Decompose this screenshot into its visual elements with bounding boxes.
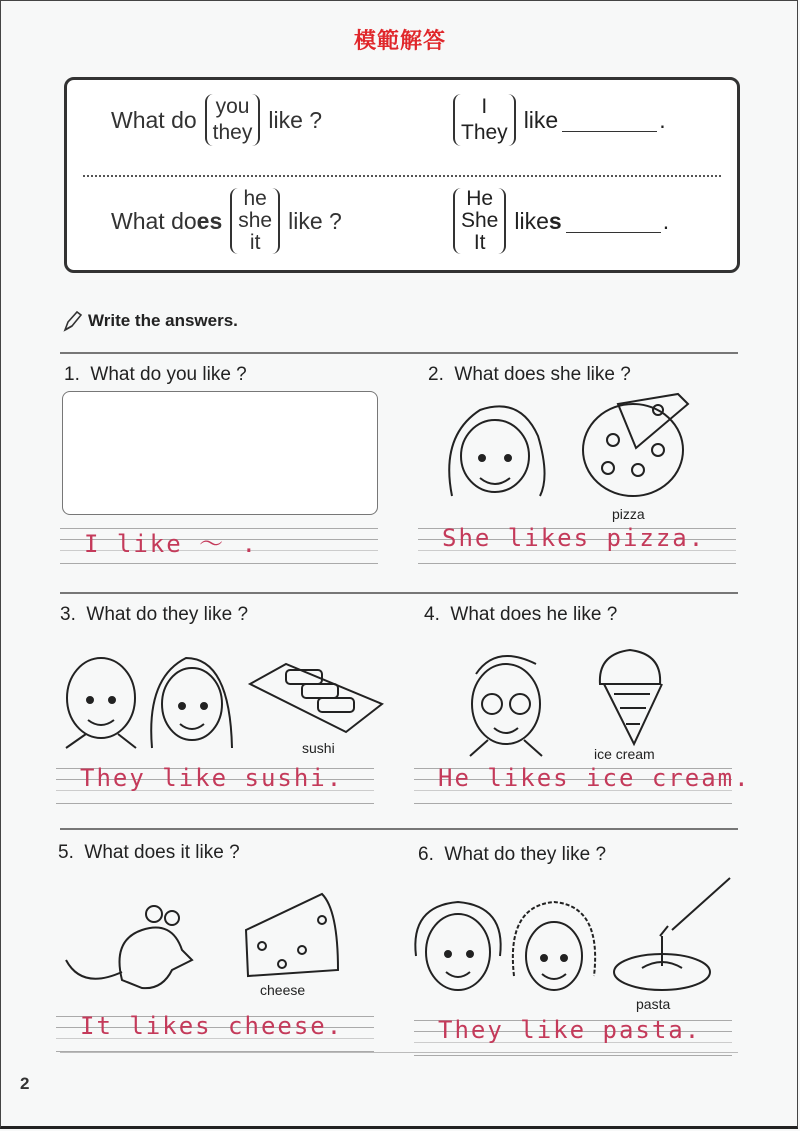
pronoun-option: She (461, 209, 499, 232)
answer-text: They like sushi. (80, 764, 344, 792)
answer-lines-2[interactable] (418, 524, 736, 568)
instruction (62, 310, 238, 332)
picture-label-pizza: pizza (612, 506, 645, 522)
curly-hair-child-illustration (506, 896, 602, 1000)
pronoun-bracket (453, 94, 516, 146)
answer-lines-5[interactable] (56, 1012, 374, 1056)
answer-lines-1[interactable] (60, 528, 378, 568)
boy-face-illustration (56, 648, 146, 753)
pencil-icon (62, 310, 82, 332)
boy-with-glasses-illustration (456, 644, 556, 759)
ice-cream-illustration (590, 644, 670, 749)
answer-verb: like (523, 106, 559, 133)
picture-label-sushi: sushi (302, 740, 335, 756)
grammar-suffix: like ? (288, 207, 342, 234)
question-1: 1. What do you like ? (64, 364, 247, 385)
pronoun-bracket (230, 188, 280, 254)
picture-label-cheese: cheese (260, 982, 306, 998)
instruction-text: Write the answers. (88, 311, 238, 330)
period: . (662, 207, 670, 234)
answer-text: They like pasta. (438, 1016, 702, 1044)
grammar-question-singular (111, 188, 342, 254)
answer-lines-4[interactable] (414, 764, 751, 808)
answer-verb: likes (514, 207, 562, 234)
grammar-prefix: What do (111, 106, 197, 133)
pronoun-option: he (243, 187, 267, 210)
pronoun-option: they (212, 121, 253, 144)
pronoun-option: They (461, 121, 508, 144)
picture-label-ice-cream: ice cream (594, 746, 655, 762)
divider (60, 592, 738, 594)
grammar-question-plural (111, 94, 322, 146)
picture-label-pasta: pasta (636, 996, 671, 1012)
child-face-illustration (410, 896, 506, 1000)
cheese-illustration (242, 890, 342, 980)
pizza-illustration (578, 390, 698, 500)
pronoun-option: I (481, 95, 488, 118)
pronoun-option: you (215, 95, 250, 118)
answer-blank (562, 109, 657, 132)
question-4: 4. What does he like ? (424, 604, 618, 625)
sushi-illustration (246, 656, 386, 736)
pasta-illustration (612, 870, 742, 1000)
pronoun-option: it (249, 231, 261, 254)
divider (60, 828, 738, 830)
pronoun-option: It (473, 231, 486, 254)
girl-face-illustration (146, 648, 236, 753)
pronoun-bracket (453, 188, 506, 254)
girl-face-illustration (440, 396, 550, 506)
page-title: 模範解答 (353, 29, 446, 54)
answer-text: She likes pizza. (442, 524, 706, 552)
answer-lines-6[interactable] (414, 1016, 732, 1060)
question-2: 2. What does she like ? (428, 364, 631, 385)
question-6: 6. What do they like ? (418, 844, 607, 865)
grammar-suffix: like ? (268, 106, 323, 133)
answer-text: I like ～ . (84, 530, 259, 558)
divider (60, 352, 738, 354)
grammar-answer-singular (445, 188, 669, 254)
answer-blank (566, 210, 661, 233)
pronoun-option: He (466, 187, 494, 210)
answer-text: It likes cheese. (80, 1012, 344, 1040)
drawing-box[interactable] (62, 391, 378, 515)
question-3: 3. What do they like ? (60, 604, 249, 625)
pronoun-option: she (238, 209, 273, 232)
dotted-divider (83, 175, 721, 177)
answer-text: He likes ice cream. (438, 764, 751, 792)
period: . (659, 106, 666, 133)
grammar-prefix: What does (111, 207, 223, 234)
mouse-illustration (62, 900, 222, 995)
grammar-answer-plural (445, 94, 666, 146)
grammar-box (64, 77, 740, 273)
page-number: 2 (20, 1074, 30, 1093)
pronoun-bracket (205, 94, 261, 146)
question-5: 5. What does it like ? (58, 842, 240, 863)
answer-lines-3[interactable] (56, 764, 374, 808)
